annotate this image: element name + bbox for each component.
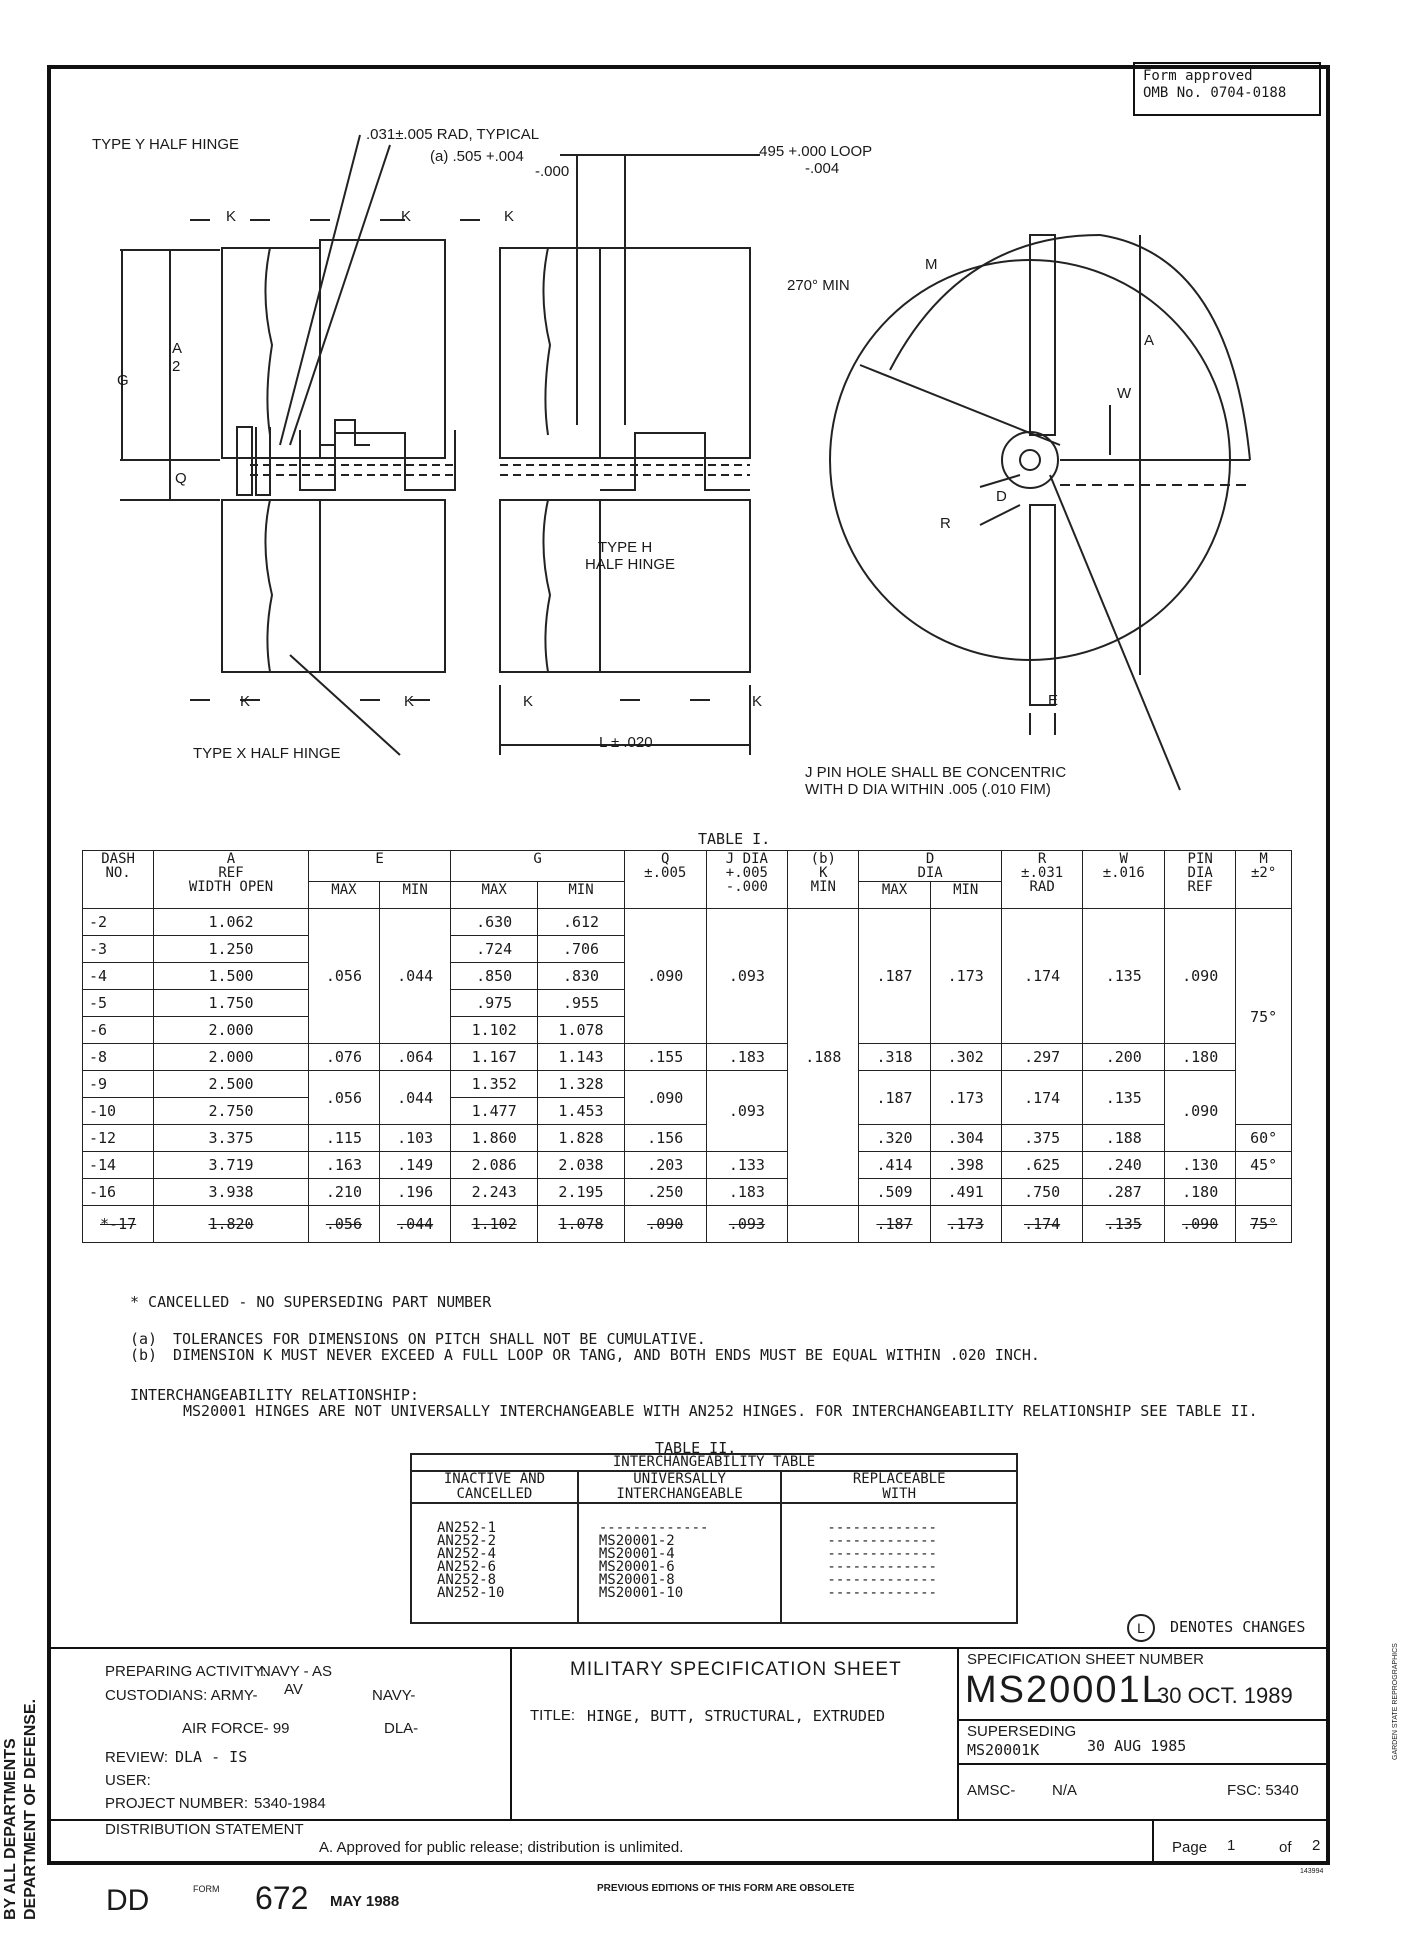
cell-pin: .130 bbox=[1165, 1152, 1236, 1179]
interchange-title: INTERCHANGEABILITY RELATIONSHIP: bbox=[130, 1386, 419, 1404]
table-2 bbox=[410, 1453, 1018, 1624]
cell-q: .250 bbox=[624, 1179, 706, 1206]
cell-emax: .056 bbox=[308, 1206, 379, 1243]
cell-g-min: .612 bbox=[538, 909, 625, 936]
hdr-d-min: MIN bbox=[930, 882, 1001, 909]
cell-a: 3.719 bbox=[154, 1152, 309, 1179]
omb-number: OMB No. 0704-0188 bbox=[1143, 85, 1287, 101]
cell-g-max: 2.086 bbox=[451, 1152, 538, 1179]
dim-a-half-den: 2 bbox=[172, 358, 181, 375]
dim-m-label: M bbox=[925, 256, 938, 273]
title-value: HINGE, BUTT, STRUCTURAL, EXTRUDED bbox=[587, 1707, 886, 1725]
footer-printer: GARDEN STATE REPROGRAPHICS bbox=[1392, 1643, 1399, 1760]
hdr-e: E bbox=[308, 851, 450, 882]
note-a-mark: (a) bbox=[130, 1330, 158, 1348]
cell-e-max: .076 bbox=[308, 1044, 379, 1071]
cell-d-min: .173 bbox=[930, 1071, 1001, 1125]
page-label: Page bbox=[1172, 1839, 1208, 1856]
hdr-g-min: MIN bbox=[538, 882, 625, 909]
dim-g: G bbox=[117, 372, 129, 389]
cell-a: 1.062 bbox=[154, 909, 309, 936]
cell-g-max: .630 bbox=[451, 909, 538, 936]
footer-form-number: 672 bbox=[255, 1880, 309, 1916]
cell-g-min: 2.195 bbox=[538, 1179, 625, 1206]
spec-number: MS20001L bbox=[965, 1669, 1165, 1711]
of-label: of bbox=[1279, 1839, 1292, 1856]
cell-q: .090 bbox=[624, 909, 706, 1044]
cell-dash: -3 bbox=[83, 936, 154, 963]
user-label: USER: bbox=[105, 1772, 151, 1789]
table-row bbox=[83, 1179, 1292, 1206]
t2-hdr-inactive: INACTIVE AND CANCELLED bbox=[411, 1471, 578, 1503]
cell-dash: -2 bbox=[83, 909, 154, 936]
cell-dash: -12 bbox=[83, 1125, 154, 1152]
cell-j: .133 bbox=[706, 1152, 788, 1179]
cell-g-max: 1.477 bbox=[451, 1098, 538, 1125]
cell-q: .090 bbox=[624, 1071, 706, 1125]
cell-g-max: .724 bbox=[451, 936, 538, 963]
interchange-text: MS20001 HINGES ARE NOT UNIVERSALLY INTERCHANGEABLE WITH AN252 HINGES. FOR INTERCHANGEABILITY RELATIONSHIP SEE TABLE II. bbox=[183, 1402, 1258, 1420]
type-h-label-2: HALF HINGE bbox=[585, 556, 676, 573]
cell-d-min: .398 bbox=[930, 1152, 1001, 1179]
cell-g-min: 1.328 bbox=[538, 1071, 625, 1098]
page-total: 2 bbox=[1312, 1837, 1321, 1854]
side-margin-text bbox=[2, 1500, 42, 1920]
custodian-dla: DLA- bbox=[384, 1720, 419, 1737]
cell-g-max: 1.167 bbox=[451, 1044, 538, 1071]
form-approval-box bbox=[1133, 62, 1321, 116]
hdr-k: (b) K MIN bbox=[788, 851, 859, 909]
note-a-text: TOLERANCES FOR DIMENSIONS ON PITCH SHALL NOT BE CUMULATIVE. bbox=[173, 1330, 706, 1348]
loop-label: .495 +.000 LOOP bbox=[755, 143, 873, 160]
cell-dmax: .187 bbox=[859, 1206, 930, 1243]
table1-title: TABLE I. bbox=[698, 830, 771, 848]
cell-e-min: .103 bbox=[380, 1125, 451, 1152]
cell-e-min: .044 bbox=[380, 909, 451, 1044]
custodian-army: AV bbox=[284, 1681, 303, 1698]
cell-a: 1.500 bbox=[154, 963, 309, 990]
type-h-label-1: TYPE H bbox=[598, 539, 653, 556]
cell-e-min: .064 bbox=[380, 1044, 451, 1071]
cell-d-max: .187 bbox=[859, 909, 930, 1044]
hdr-d-max: MAX bbox=[859, 882, 930, 909]
cell-d-min: .304 bbox=[930, 1125, 1001, 1152]
cell-g-max: 2.243 bbox=[451, 1179, 538, 1206]
spec-date: 30 OCT. 1989 bbox=[1157, 1683, 1293, 1708]
spec-sheet-heading: MILITARY SPECIFICATION SHEET bbox=[570, 1659, 902, 1680]
cell-d-min: .302 bbox=[930, 1044, 1001, 1071]
amsc-label: AMSC- bbox=[967, 1782, 1016, 1799]
preparing-value: NAVY - AS bbox=[260, 1663, 332, 1680]
cell-dash: -6 bbox=[83, 1017, 154, 1044]
changes-text: DENOTES CHANGES bbox=[1170, 1618, 1306, 1636]
custodians-label: CUSTODIANS: ARMY- bbox=[105, 1687, 258, 1704]
cell-g-min: 1.828 bbox=[538, 1125, 625, 1152]
pin-note-1: J PIN HOLE SHALL BE CONCENTRIC bbox=[805, 764, 1067, 781]
table-row bbox=[83, 1125, 1292, 1152]
dim-r-label: R bbox=[940, 515, 951, 532]
cell-e-max: .163 bbox=[308, 1152, 379, 1179]
dim-d-label: D bbox=[996, 488, 1007, 505]
t2-hdr-replaceable: REPLACEABLE WITH bbox=[781, 1471, 1017, 1503]
cell-e-max: .056 bbox=[308, 909, 379, 1044]
note-b-text: DIMENSION K MUST NEVER EXCEED A FULL LOOP OR TANG, AND BOTH ENDS MUST BE EQUAL WITHIN .020 INCH. bbox=[173, 1346, 1040, 1364]
hdr-j: J DIA +.005 -.000 bbox=[706, 851, 788, 909]
t2-col-inactive: AN252-1 AN252-2 AN252-4 AN252-6 AN252-8 AN252-10 bbox=[411, 1503, 578, 1623]
hinge-drawing bbox=[60, 115, 1330, 815]
table-row bbox=[83, 1152, 1292, 1179]
cell-g-max: .975 bbox=[451, 990, 538, 1017]
note-b-mark: (b) bbox=[130, 1346, 158, 1364]
footer-date: MAY 1988 bbox=[330, 1893, 400, 1910]
cell-dash: -4 bbox=[83, 963, 154, 990]
table-row bbox=[83, 1071, 1292, 1098]
cell-pin: .180 bbox=[1165, 1044, 1236, 1071]
cell-j: .093 bbox=[706, 1206, 788, 1243]
cell-g-min: .706 bbox=[538, 936, 625, 963]
cell-a: 3.375 bbox=[154, 1125, 309, 1152]
cell-k bbox=[788, 1206, 859, 1243]
cell-a: 1.750 bbox=[154, 990, 309, 1017]
page-number: 1 bbox=[1227, 1837, 1236, 1854]
table2-subtitle: INTERCHANGEABILITY TABLE bbox=[411, 1454, 1017, 1471]
cell-r: .750 bbox=[1001, 1179, 1083, 1206]
rad-typical-label: .031±.005 RAD, TYPICAL bbox=[366, 126, 540, 143]
title-block bbox=[47, 1647, 1330, 1865]
project-value: 5340-1984 bbox=[254, 1795, 326, 1812]
project-label: PROJECT NUMBER: bbox=[105, 1795, 249, 1812]
hdr-m: M ±2° bbox=[1236, 851, 1292, 909]
cell-k: .188 bbox=[788, 909, 859, 1206]
cell-w: .135 bbox=[1083, 1206, 1165, 1243]
cell-e-min: .044 bbox=[380, 1071, 451, 1125]
changes-mark: L bbox=[1127, 1614, 1155, 1642]
table-row-cancelled bbox=[83, 1206, 1292, 1243]
side-text-line2: DEPARTMENT OF DEFENSE. bbox=[22, 1698, 39, 1920]
cell-g-min: 1.143 bbox=[538, 1044, 625, 1071]
distribution-label: DISTRIBUTION STATEMENT bbox=[105, 1821, 304, 1838]
hdr-g-max: MAX bbox=[451, 882, 538, 909]
cell-r: .625 bbox=[1001, 1152, 1083, 1179]
superseding-date: 30 AUG 1985 bbox=[1087, 1737, 1187, 1755]
footer-dd: DD bbox=[106, 1884, 150, 1917]
hdr-e-min: MIN bbox=[380, 882, 451, 909]
hdr-r: R ±.031 RAD bbox=[1001, 851, 1083, 909]
cell-a: 2.500 bbox=[154, 1071, 309, 1098]
cell-d-max: .187 bbox=[859, 1071, 930, 1125]
cell-d-max: .414 bbox=[859, 1152, 930, 1179]
cell-w: .200 bbox=[1083, 1044, 1165, 1071]
note-cancelled: * CANCELLED - NO SUPERSEDING PART NUMBER bbox=[130, 1293, 492, 1311]
pin-note-2: WITH D DIA WITHIN .005 (.010 FIM) bbox=[805, 781, 1051, 798]
footer-code: 143994 bbox=[1300, 1868, 1324, 1875]
table-1 bbox=[82, 850, 1292, 1243]
amsc-value: N/A bbox=[1052, 1782, 1078, 1799]
cell-j: .093 bbox=[706, 909, 788, 1044]
cell-d-max: .509 bbox=[859, 1179, 930, 1206]
cell-g-max: .850 bbox=[451, 963, 538, 990]
cell-r: .174 bbox=[1001, 909, 1083, 1044]
cell-r: .174 bbox=[1001, 1071, 1083, 1125]
cell-pin: .180 bbox=[1165, 1179, 1236, 1206]
cell-d-min: .173 bbox=[930, 909, 1001, 1044]
t2-col-replaceable: ------------- ------------- ------------- ------------- ------------- ------------- bbox=[781, 1503, 1017, 1623]
cell-pin: .090 bbox=[1165, 909, 1236, 1044]
cell-m bbox=[1236, 1179, 1292, 1206]
title-label: TITLE: bbox=[530, 1707, 576, 1724]
review-label: REVIEW: bbox=[105, 1749, 169, 1766]
cell-dash: -5 bbox=[83, 990, 154, 1017]
dim-k-4: K bbox=[240, 693, 251, 710]
cell-q: .155 bbox=[624, 1044, 706, 1071]
cell-d-max: .318 bbox=[859, 1044, 930, 1071]
table-row bbox=[83, 909, 1292, 936]
cell-g-min: 1.453 bbox=[538, 1098, 625, 1125]
table-row bbox=[83, 1044, 1292, 1071]
t2-col-universal: ------------- MS20001-2 MS20001-4 MS20001-6 MS20001-8 MS20001-10 bbox=[578, 1503, 782, 1623]
dim-k-2: K bbox=[401, 208, 412, 225]
dim-l: L ± .020 bbox=[599, 734, 653, 751]
custodian-air-force: AIR FORCE- 99 bbox=[182, 1720, 290, 1737]
cell-q: .203 bbox=[624, 1152, 706, 1179]
pitch-label-tol: -.000 bbox=[535, 163, 570, 180]
cell-m: 75° bbox=[1236, 909, 1292, 1125]
hdr-e-max: MAX bbox=[308, 882, 379, 909]
hdr-g: G bbox=[451, 851, 625, 882]
cell-m: 45° bbox=[1236, 1152, 1292, 1179]
cell-pin: .090 bbox=[1165, 1206, 1236, 1243]
cell-w: .135 bbox=[1083, 1071, 1165, 1125]
hdr-pin: PIN DIA REF bbox=[1165, 851, 1236, 909]
cell-g-min: .830 bbox=[538, 963, 625, 990]
pitch-label: (a) .505 +.004 bbox=[430, 148, 524, 165]
cell-dash: *-17 bbox=[83, 1206, 154, 1243]
cell-dash: -10 bbox=[83, 1098, 154, 1125]
dim-q: Q bbox=[175, 470, 187, 487]
cell-a: 2.000 bbox=[154, 1017, 309, 1044]
cell-w: .135 bbox=[1083, 909, 1165, 1044]
side-text-line1: BY ALL DEPARTMENTS bbox=[2, 1738, 19, 1920]
hdr-dash: DASH NO. bbox=[83, 851, 154, 909]
cell-g-max: 1.102 bbox=[451, 1017, 538, 1044]
fsc-value: FSC: 5340 bbox=[1227, 1782, 1299, 1799]
dim-k-5: K bbox=[404, 693, 415, 710]
custodian-navy: NAVY- bbox=[372, 1687, 416, 1704]
cell-dash: -16 bbox=[83, 1179, 154, 1206]
cell-e-max: .115 bbox=[308, 1125, 379, 1152]
superseding-label: SUPERSEDING bbox=[967, 1723, 1077, 1740]
cell-w: .240 bbox=[1083, 1152, 1165, 1179]
cell-dash: -9 bbox=[83, 1071, 154, 1098]
distribution-value: A. Approved for public release; distribution is unlimited. bbox=[319, 1839, 684, 1856]
cell-g-min: 1.078 bbox=[538, 1017, 625, 1044]
cell-dash: -8 bbox=[83, 1044, 154, 1071]
hdr-a: A REF WIDTH OPEN bbox=[154, 851, 309, 909]
cell-g-max: 1.352 bbox=[451, 1071, 538, 1098]
cell-w: .188 bbox=[1083, 1125, 1165, 1152]
cell-q: .090 bbox=[624, 1206, 706, 1243]
hdr-w: W ±.016 bbox=[1083, 851, 1165, 909]
t2-hdr-universal: UNIVERSALLY INTERCHANGEABLE bbox=[578, 1471, 782, 1503]
dim-e-label: E bbox=[1048, 692, 1059, 709]
cell-dmin: .173 bbox=[930, 1206, 1001, 1243]
cell-d-min: .491 bbox=[930, 1179, 1001, 1206]
cell-a: 2.000 bbox=[154, 1044, 309, 1071]
cell-a: 1.250 bbox=[154, 936, 309, 963]
dim-k-1: K bbox=[226, 208, 237, 225]
dim-a-half-num: A bbox=[172, 340, 183, 357]
cell-j: .183 bbox=[706, 1179, 788, 1206]
type-y-label: TYPE Y HALF HINGE bbox=[92, 136, 239, 153]
cell-r: .297 bbox=[1001, 1044, 1083, 1071]
cell-m: 60° bbox=[1236, 1125, 1292, 1152]
cell-r: .375 bbox=[1001, 1125, 1083, 1152]
spec-number-label: SPECIFICATION SHEET NUMBER bbox=[967, 1651, 1204, 1668]
cell-r: .174 bbox=[1001, 1206, 1083, 1243]
cell-a: 1.820 bbox=[154, 1206, 309, 1243]
cell-d-max: .320 bbox=[859, 1125, 930, 1152]
dim-a-label: A bbox=[1144, 332, 1155, 349]
dim-k-7: K bbox=[752, 693, 763, 710]
cell-pin: .090 bbox=[1165, 1071, 1236, 1152]
cell-a: 3.938 bbox=[154, 1179, 309, 1206]
table2-title: TABLE II. bbox=[655, 1439, 737, 1457]
loop-label-tol: -.004 bbox=[805, 160, 840, 177]
superseding-value: MS20001K bbox=[967, 1741, 1040, 1759]
cell-j: .093 bbox=[706, 1071, 788, 1152]
cell-emin: .044 bbox=[380, 1206, 451, 1243]
angle-label: 270° MIN bbox=[787, 277, 850, 294]
cell-gmax: 1.102 bbox=[451, 1206, 538, 1243]
cell-e-max: .210 bbox=[308, 1179, 379, 1206]
hdr-q: Q ±.005 bbox=[624, 851, 706, 909]
preparing-label: PREPARING ACTIVITY: bbox=[105, 1663, 267, 1680]
cell-j: .183 bbox=[706, 1044, 788, 1071]
cell-q: .156 bbox=[624, 1125, 706, 1152]
cell-m: 75° bbox=[1236, 1206, 1292, 1243]
footer-form: FORM bbox=[193, 1884, 220, 1894]
cell-dash: -14 bbox=[83, 1152, 154, 1179]
cell-e-min: .196 bbox=[380, 1179, 451, 1206]
cell-g-min: .955 bbox=[538, 990, 625, 1017]
hdr-d: D DIA bbox=[859, 851, 1001, 882]
cell-e-max: .056 bbox=[308, 1071, 379, 1125]
footer-previous: PREVIOUS EDITIONS OF THIS FORM ARE OBSOLETE bbox=[597, 1883, 855, 1894]
cell-a: 2.750 bbox=[154, 1098, 309, 1125]
cell-w: .287 bbox=[1083, 1179, 1165, 1206]
dim-w-label: W bbox=[1117, 385, 1132, 402]
dim-k-6: K bbox=[523, 693, 534, 710]
cell-g-min: 2.038 bbox=[538, 1152, 625, 1179]
cell-gmin: 1.078 bbox=[538, 1206, 625, 1243]
type-x-label: TYPE X HALF HINGE bbox=[193, 745, 341, 762]
dim-k-3: K bbox=[504, 208, 515, 225]
review-value: DLA - IS bbox=[175, 1748, 248, 1766]
form-approved-label: Form approved bbox=[1143, 68, 1253, 84]
cell-g-max: 1.860 bbox=[451, 1125, 538, 1152]
cell-e-min: .149 bbox=[380, 1152, 451, 1179]
table-1-body bbox=[83, 909, 1292, 1243]
